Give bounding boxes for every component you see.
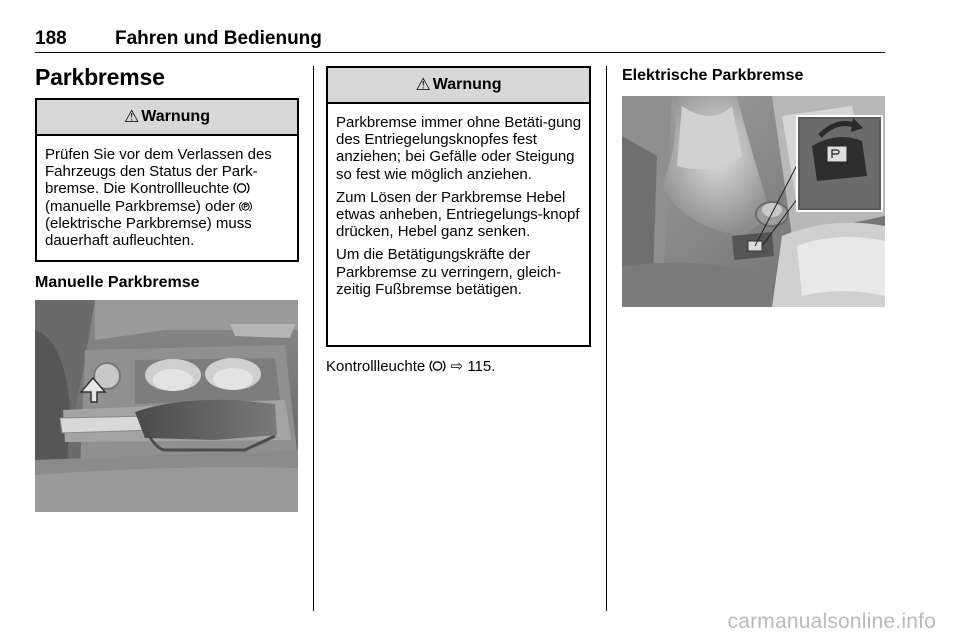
warning-triangle-icon: ⚠ bbox=[124, 107, 140, 126]
parking-brake-lamp-icon bbox=[233, 182, 250, 194]
chapter-title: Fahren und Bedienung bbox=[115, 28, 322, 49]
warning-header bbox=[328, 68, 589, 104]
manual-parking-brake-image bbox=[35, 300, 298, 512]
warning-box bbox=[326, 66, 591, 347]
reference-line bbox=[326, 358, 495, 376]
reference-text: Kontrollleuchte bbox=[326, 358, 426, 375]
warning-box bbox=[35, 98, 299, 262]
warning-title: Warnung bbox=[432, 76, 502, 93]
page-reference-arrow-icon: ⇨ bbox=[450, 358, 464, 375]
parking-brake-lamp-icon bbox=[429, 360, 446, 372]
watermark: carmanualsonline.info bbox=[727, 610, 936, 633]
warning-triangle-icon: ⚠ bbox=[415, 75, 431, 94]
warning-body bbox=[328, 104, 589, 310]
warning-header bbox=[37, 100, 297, 136]
subheading-electric-brake: Elektrische Parkbremse bbox=[622, 67, 804, 84]
reference-page[interactable]: 115. bbox=[467, 358, 496, 375]
warning-text: (elektrische Parkbremse) muss dauerhaft aufleuchten. bbox=[45, 214, 252, 250]
section-title: Parkbremse bbox=[35, 64, 165, 90]
electric-parking-brake-image bbox=[622, 96, 885, 307]
warning-paragraph: Zum Lösen der Parkbremse Hebel etwas anheben, Entriegelungs-knopf drücken, Hebel ganz senken. bbox=[336, 188, 580, 241]
page-number: 188 bbox=[35, 28, 67, 49]
warning-body bbox=[37, 136, 297, 255]
electric-parking-brake-lamp-icon bbox=[239, 201, 252, 212]
warning-title: Warnung bbox=[141, 108, 210, 125]
subheading-manual-brake: Manuelle Parkbremse bbox=[35, 274, 200, 291]
column-divider bbox=[606, 66, 607, 611]
warning-text: (manuelle Parkbremse) oder bbox=[45, 197, 236, 215]
warning-paragraph: Um die Betätigungskräfte der Parkbremse zu verringern, gleich-zeitig Fußbremse betätigen. bbox=[336, 246, 562, 298]
column-divider bbox=[313, 66, 314, 611]
warning-text: Prüfen Sie vor dem Verlassen des Fahrzeugs den Status der Park-bremse. Die Kontrollleuchte bbox=[45, 146, 272, 198]
page-header bbox=[35, 26, 885, 53]
warning-paragraph: Parkbremse immer ohne Betäti-gung des Entriegelungsknopfes fest anziehen; bei Gefälle oder Steigung so fest wie möglich anziehen. bbox=[336, 114, 582, 183]
